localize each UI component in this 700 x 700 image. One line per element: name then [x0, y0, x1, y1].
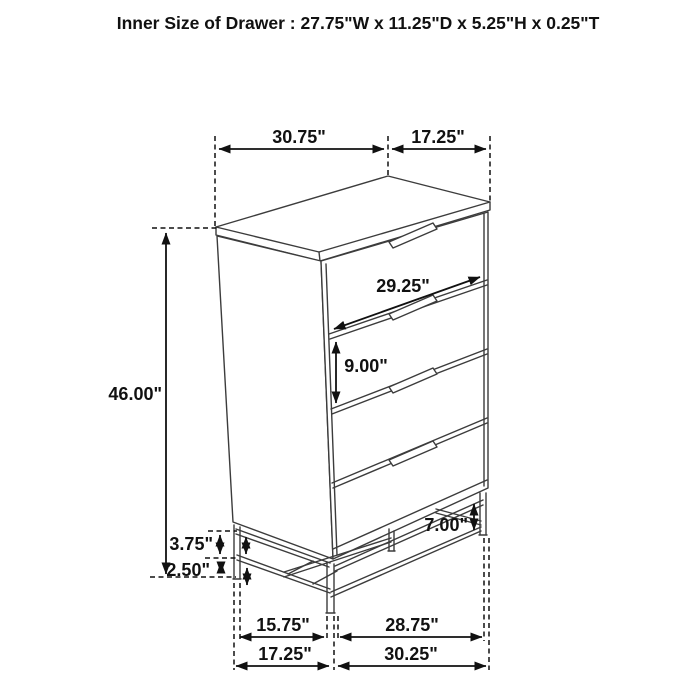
- dim-top-depth-label: 17.25": [411, 127, 465, 147]
- back-left-leg: [233, 525, 241, 579]
- page-title: Inner Size of Drawer : 27.75"W x 11.25"D x 5.25"H x 0.25"T: [116, 13, 600, 33]
- dim-top-width-label: 30.75": [272, 127, 326, 147]
- dresser-drawing: [216, 176, 490, 613]
- dim-base-inner-side: [240, 615, 324, 637]
- dim-base-outer-front: [338, 644, 486, 666]
- dresser-side-panel: [217, 236, 333, 559]
- dim-top-width: [219, 127, 384, 149]
- dim-top-depth: [392, 127, 486, 149]
- dim-overall-height: [108, 233, 166, 574]
- dim-base-inner-front: [340, 615, 482, 637]
- dim-base-outer-side: [236, 644, 329, 666]
- dim-base-outer-front-label: 30.25": [384, 644, 438, 664]
- dim-drawer-width-label: 29.25": [376, 276, 430, 296]
- dim-base-inner-side-label: 15.75": [256, 615, 310, 635]
- dim-base-clearance-label: 7.00": [424, 515, 468, 535]
- dim-base-inner-front-label: 28.75": [385, 615, 439, 635]
- dim-foot-height: [166, 560, 247, 585]
- dim-overall-height-label: 46.00": [108, 384, 162, 404]
- dim-base-outer-side-label: 17.25": [258, 644, 312, 664]
- dim-rail-gap-label: 3.75": [169, 534, 213, 554]
- dim-drawer-height-label: 9.00": [344, 356, 388, 376]
- dim-foot-height-label: 2.50": [166, 560, 210, 580]
